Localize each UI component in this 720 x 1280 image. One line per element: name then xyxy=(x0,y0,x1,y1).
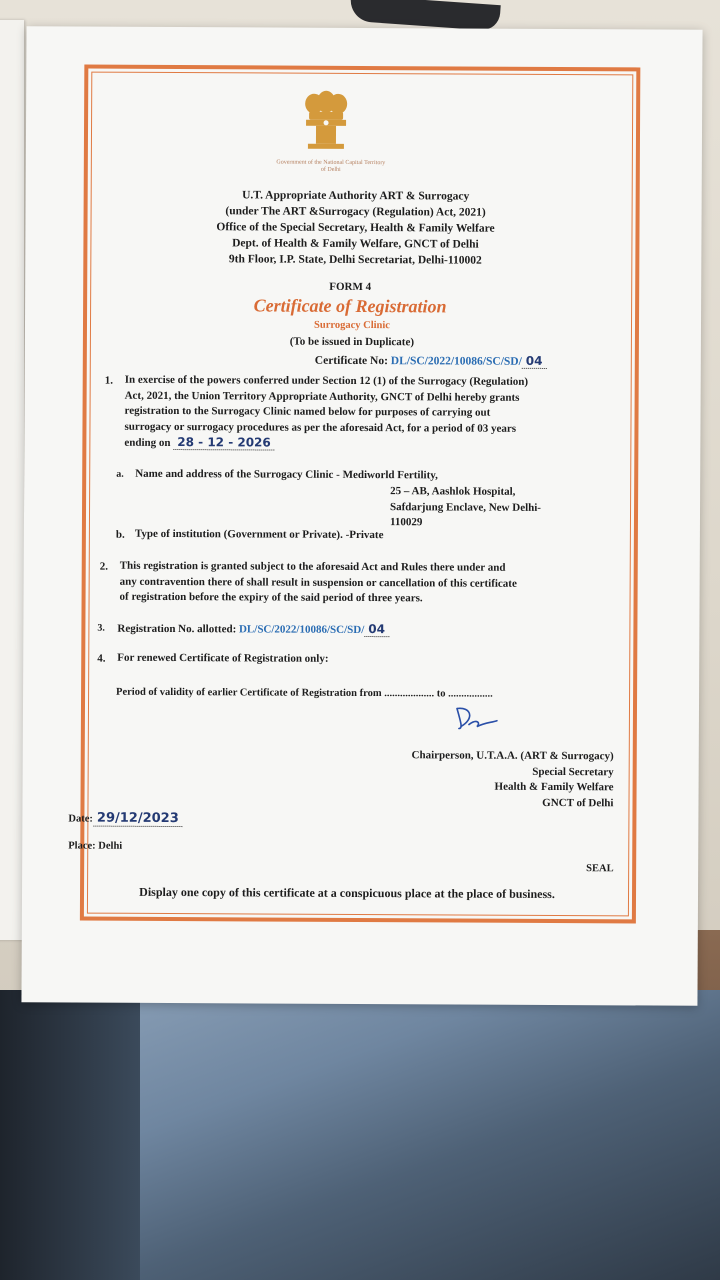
item-2-line: This registration is granted subject to the aforesaid Act and Rules there under and xyxy=(119,559,506,574)
date-label: Date: xyxy=(68,813,93,825)
item-a-label: a. xyxy=(116,468,124,480)
ending-label: ending on xyxy=(124,437,171,450)
address-line: 110029 xyxy=(389,516,423,529)
certificate-title: Certificate of Registration xyxy=(253,295,447,317)
renewal-heading: For renewed Certificate of Registration only: xyxy=(117,651,329,665)
item-1-ending xyxy=(124,435,614,454)
clinic-name-address: Name and address of the Surrogacy Clinic - Mediworld Fertility, xyxy=(135,467,438,482)
item-1-number: 1. xyxy=(104,374,113,387)
issuing-authority-header xyxy=(145,187,565,269)
seal-label: SEAL xyxy=(586,863,614,875)
address-line: Safdarjung Enclave, New Delhi- xyxy=(390,500,542,514)
duplicate-note: (To be issued in Duplicate) xyxy=(289,335,415,349)
institution-type: Type of institution (Government or Private). -Private xyxy=(134,527,384,542)
issue-date xyxy=(68,810,368,828)
signatory-line: GNCT of Delhi xyxy=(542,796,614,809)
item-2-line: any contravention there of shall result in suspension or cancellation of this certificate xyxy=(119,575,517,590)
item-4-number: 4. xyxy=(97,652,106,665)
signatory-line: Chairperson, U.T.A.A. (ART & Surrogacy) xyxy=(411,749,614,763)
item-2-number: 2. xyxy=(99,560,109,573)
item-1-line: In exercise of the powers conferred under Section 12 (1) of the Surrogacy (Regulation) xyxy=(124,373,529,388)
item-2-line: of registration before the expiry of the said period of three years. xyxy=(119,590,423,605)
certificate-number-label: Certificate No: xyxy=(314,354,388,368)
signatory-line: Health & Family Welfare xyxy=(494,780,614,794)
header-line: Office of the Special Secretary, Health & Family Welfare xyxy=(216,221,495,235)
signatory-block xyxy=(348,748,613,811)
registration-number-label: Registration No. allotted: xyxy=(117,622,237,636)
item-1-line: Act, 2021, the Union Territory Appropriate Authority, GNCT of Delhi hereby grants xyxy=(124,389,520,404)
item-b-label: b. xyxy=(115,528,125,541)
item-2-text xyxy=(120,559,620,608)
address-line: 25 – AB, Aashlok Hospital, xyxy=(390,485,516,498)
item-1-line: registration to the Surrogacy Clinic named below for purposes of carrying out xyxy=(124,404,491,419)
place: Place: Delhi xyxy=(68,840,123,852)
back-sheet xyxy=(0,20,24,940)
item-3-number: 3. xyxy=(97,622,105,634)
certificate-number-handwritten: 04 xyxy=(522,354,547,369)
certificate-number xyxy=(315,353,547,368)
item-1-text xyxy=(124,373,614,455)
validity-period: Period of validity of earlier Certificate of Registration from ................... to ................. xyxy=(116,686,493,700)
header-line: 9th Floor, I.P. State, Delhi Secretariat, Delhi-110002 xyxy=(228,253,482,267)
certificate-number-value: DL/SC/2022/10086/SC/SD/ xyxy=(390,355,522,368)
ending-date-handwritten: 28 - 12 - 2026 xyxy=(173,435,275,451)
registration-number-value: DL/SC/2022/10086/SC/SD/ xyxy=(238,623,365,637)
form-label: FORM 4 xyxy=(329,280,372,294)
item-1-line: surrogacy or surrogacy procedures as per the aforesaid Act, for a period of 03 years xyxy=(124,420,517,435)
signatory-line: Special Secretary xyxy=(532,765,614,778)
registration-number-handwritten: 04 xyxy=(364,622,389,637)
certificate-subtitle: Surrogacy Clinic xyxy=(314,319,390,332)
national-emblem-icon xyxy=(296,86,356,156)
clinic-address xyxy=(390,484,590,532)
signature-icon xyxy=(451,704,501,732)
header-line: Dept. of Health & Family Welfare, GNCT of Delhi xyxy=(232,237,479,251)
header-line: U.T. Appropriate Authority ART & Surrogacy xyxy=(242,189,470,203)
emblem-caption: Government of the National Capital Territory of Delhi xyxy=(276,159,386,173)
display-instruction: Display one copy of this certificate at a conspicuous place at the place of business. xyxy=(139,884,555,902)
certificate-paper xyxy=(21,26,702,1006)
date-handwritten: 29/12/2023 xyxy=(93,811,183,827)
header-line: (under The ART &Surrogacy (Regulation) Act, 2021) xyxy=(225,205,486,219)
jeans-shadow xyxy=(0,990,140,1280)
registration-number xyxy=(117,621,617,640)
